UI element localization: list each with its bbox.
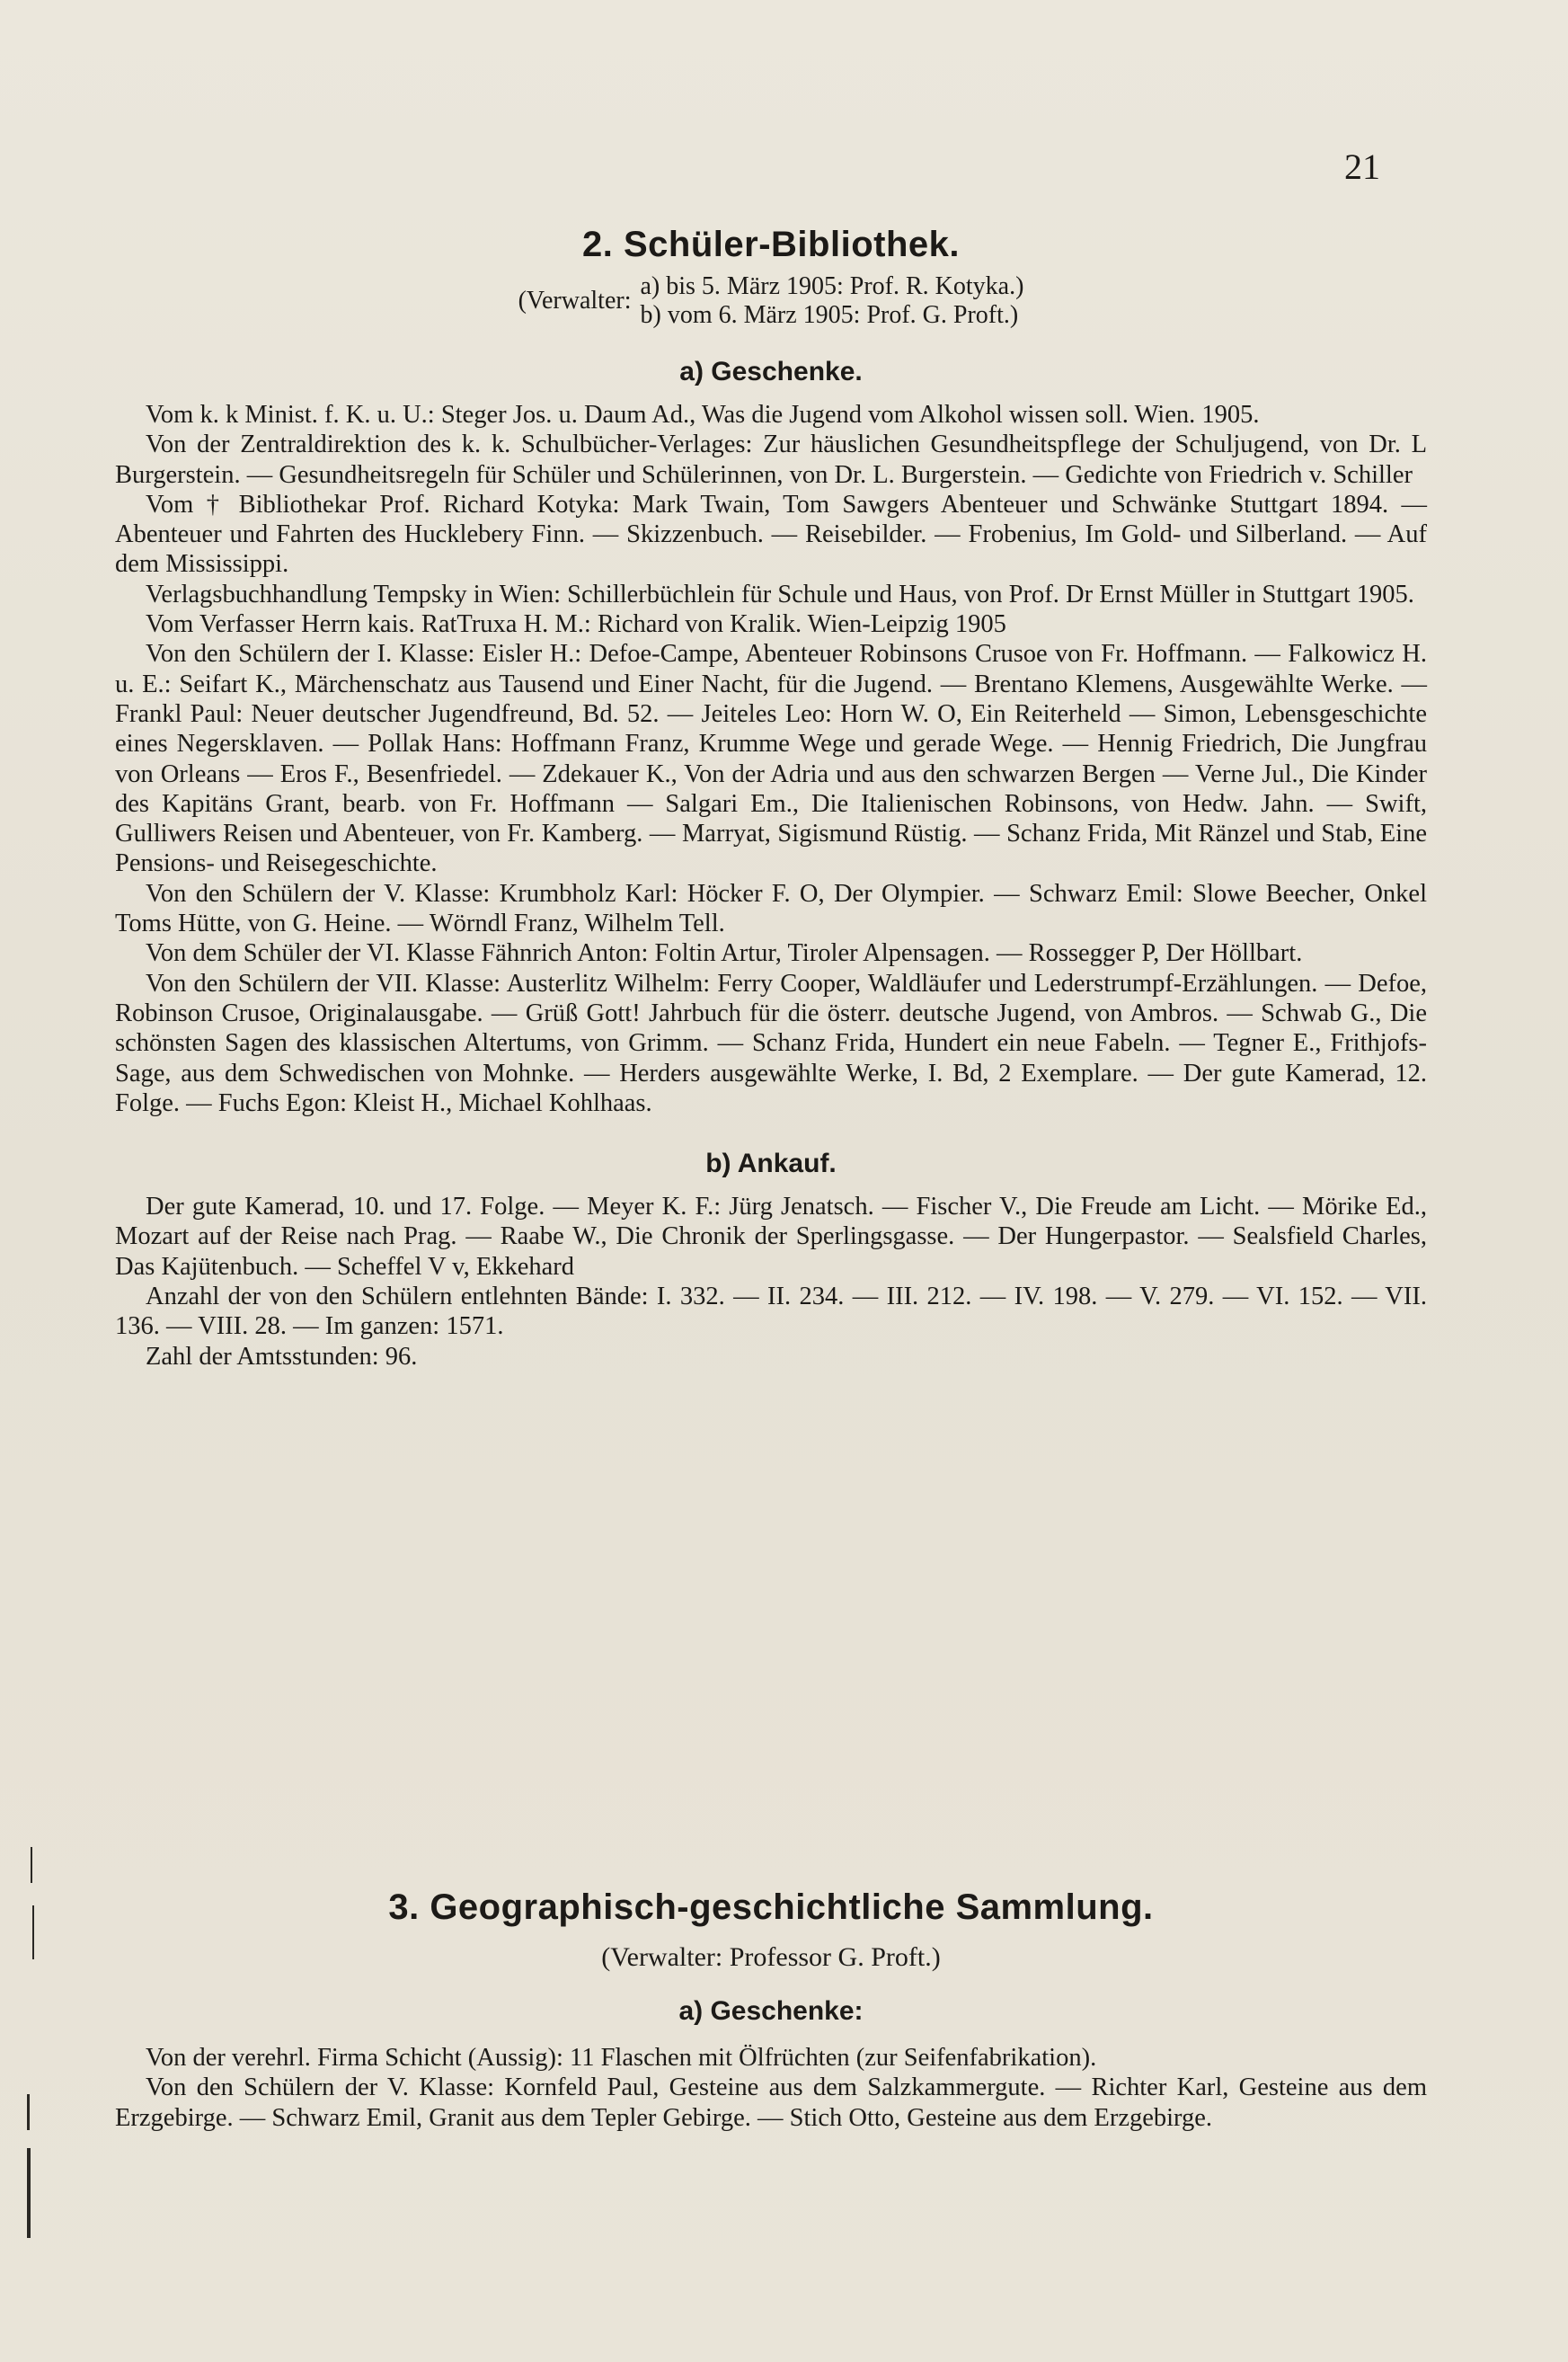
section-schueler-bibliothek xyxy=(115,225,1427,1372)
paragraph: Vom Verfasser Herrn kais. RatTruxa H. M.: Richard von Kralik. Wien-Leipzig 1905 xyxy=(146,610,1006,639)
verwalter-a: a) bis 5. März 1905: Prof. R. Kotyka.) xyxy=(640,272,1024,300)
paragraph: Von der verehrl. Firma Schicht (Aussig): 11 Flaschen mit Ölfrüchten (zur Seifenfabrikation). xyxy=(146,2044,1097,2072)
paragraph: Vom k. k Minist. f. K. u. U.: Steger Jos. u. Daum Ad., Was die Jugend vom Alkohol wissen soll. Wien. 1905. xyxy=(146,401,1260,429)
margin-mark xyxy=(32,1905,34,1959)
section-3-geschenke-heading: a) Geschenke: xyxy=(678,1996,864,2026)
page-number: 21 xyxy=(1344,147,1380,187)
section-geographische-sammlung xyxy=(115,1887,1427,2133)
section-3-heading: 3. Geographisch-geschichtliche Sammlung. xyxy=(388,1887,1154,1927)
margin-mark xyxy=(27,2148,31,2238)
paragraph: Vom † Bibliothekar Prof. Richard Kotyka: Mark Twain, Tom Sawgers Abenteuer und Schwänke Stuttgart 1894. — Abenteuer und Fahrten des Hucklebery Finn. — Skizzenbuch. — Reisebilder. — Frobenius, Im Gold- und Silberland. — Auf dem Mississippi. xyxy=(115,490,1427,579)
section-3-verwalter: (Verwalter: Professor G. Proft.) xyxy=(601,1942,941,1972)
paragraph: Von den Schülern der VII. Klasse: Austerlitz Wilhelm: Ferry Cooper, Waldläufer und Lederstrumpf-Erzählungen. — Defoe, Robinson Crusoe, Originalausgabe. — Grüß Gott! Jahrbuch für die österr. deutsche Jugend, von Ambros. — Schwab G., Die schönsten Sagen des klassischen Altertums, von Grimm. — Schanz Frida, Hundert ein neue Fabeln. — Tegner E., Frithjofs-Sage, aus dem Schwedischen von Mohnke. — Herders ausgewählte Werke, I. Bd, 2 Exemplare. — Der gute Kamerad, 12. Folge. — Fuchs Egon: Kleist H., Michael Kohlhaas. xyxy=(115,969,1427,1117)
ankauf-heading: b) Ankauf. xyxy=(705,1149,837,1179)
paragraph: Von der Zentraldirektion des k. k. Schulbücher-Verlages: Zur häuslichen Gesundheitspflege der Schuljugend, von Dr. L Burgerstein. — Gesundheitsregeln für Schüler und Schülerinnen, von Dr. L. Burgerstein. — Gedichte von Friedrich v. Schiller xyxy=(115,431,1427,489)
ankauf-list xyxy=(115,1192,1427,1372)
paragraph: Von dem Schüler der VI. Klasse Fähnrich Anton: Foltin Artur, Tiroler Alpensagen. — Rossegger P, Der Höllbart. xyxy=(146,939,1303,968)
section-2-heading: 2. Schüler-Bibliothek. xyxy=(582,225,960,264)
paragraph: Verlagsbuchhandlung Tempsky in Wien: Schillerbüchlein für Schule und Haus, von Prof. Dr Ernst Müller in Stuttgart 1905. xyxy=(146,580,1414,608)
paragraph: Von den Schülern der I. Klasse: Eisler H.: Defoe-Campe, Abenteuer Robinsons Crusoe von Fr. Hoffmann. — Falkowicz H. u. E.: Seifart K., Märchenschatz aus Tausend und Einer Nacht, für die Jugend. — Brentano Klemens, Ausgewählte Werke. — Frankl Paul: Neuer deutscher Jugendfreund, Bd. 52. — Jeiteles Leo: Horn W. O, Ein Reiterheld — Simon, Lebensgeschichte eines Negersklaven. — Pollak Hans: Hoffmann Franz, Krumme Wege und gerade Wege. — Hennig Friedrich, Die Jungfrau von Orleans — Eros F., Besenfriedel. — Zdekauer K., Von der Adria und aus den schwarzen Bergen — Verne Jul., Die Kinder des Kapitäns Grant, bearb. von Fr. Hoffmann — Salgari Em., Die Italienischen Robinsons, von Hedw. Jahn. — Swift, Gulliwers Reisen und Abenteuer, von Fr. Kamberg. — Marryat, Sigismund Rüstig. — Schanz Frida, Mit Ränzel und Stab, Eine Pensions- und Reisegeschichte. xyxy=(115,640,1427,878)
verwalter-label: (Verwalter: xyxy=(518,287,632,315)
margin-mark xyxy=(31,1847,32,1883)
geschenke-heading: a) Geschenke. xyxy=(679,357,863,386)
verwalter-block xyxy=(115,272,1427,330)
paragraph: Von den Schülern der V. Klasse: Kornfeld Paul, Gesteine aus dem Salzkammergute. — Richter Karl, Gesteine aus dem Erzgebirge. — Schwarz Emil, Granit aus dem Tepler Gebirge. — Stich Otto, Gesteine aus dem Erzgebirge. xyxy=(115,2073,1427,2132)
paragraph: Zahl der Amtsstunden: 96. xyxy=(146,1342,418,1371)
verwalter-b: b) vom 6. März 1905: Prof. G. Proft.) xyxy=(640,301,1019,329)
paragraph: Von den Schülern der V. Klasse: Krumbholz Karl: Höcker F. O, Der Olympier. — Schwarz Emil: Slowe Beecher, Onkel Toms Hütte, von G. Heine. — Wörndl Franz, Wilhelm Tell. xyxy=(115,879,1427,938)
geschenke-list xyxy=(115,400,1427,1118)
paragraph: Der gute Kamerad, 10. und 17. Folge. — Meyer K. F.: Jürg Jenatsch. — Fischer V., Die Freude am Licht. — Mörike Ed., Mozart auf der Reise nach Prag. — Raabe W., Die Chronik der Sperlingsgasse. — Der Hungerpastor. — Sealsfield Charles, Das Kajütenbuch. — Scheffel V v, Ekkehard xyxy=(115,1193,1427,1281)
margin-mark xyxy=(27,2094,30,2130)
section-3-list xyxy=(115,2043,1427,2133)
paragraph: Anzahl der von den Schülern entlehnten Bände: I. 332. — II. 234. — III. 212. — IV. 198. — V. 279. — VI. 152. — VII. 136. — VIII. 28. — Im ganzen: 1571. xyxy=(115,1283,1427,1341)
verwalter-alternatives xyxy=(641,272,1024,330)
